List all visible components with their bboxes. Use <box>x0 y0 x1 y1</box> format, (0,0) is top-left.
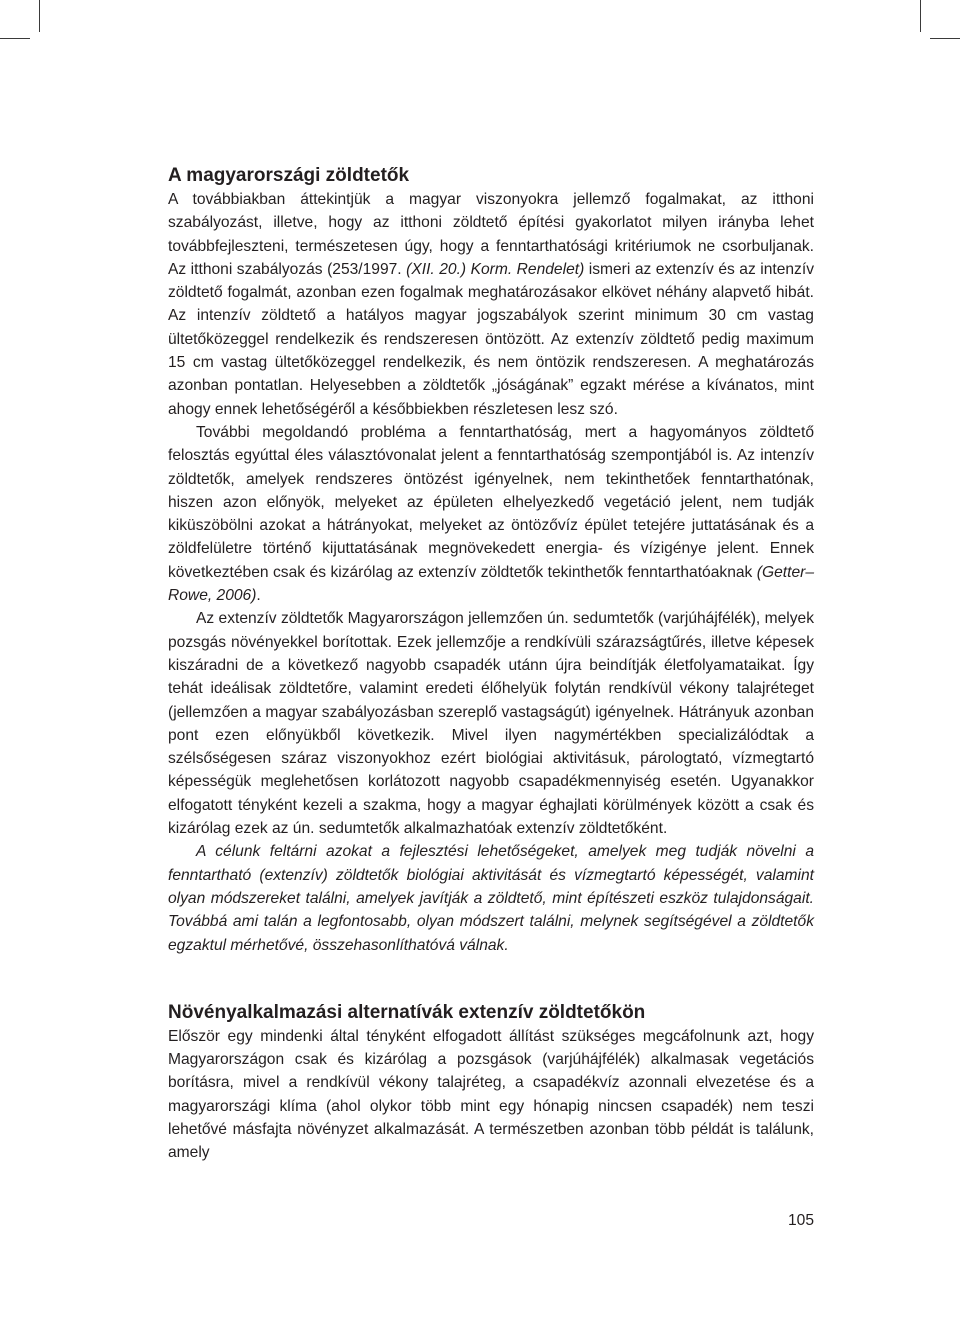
page-number: 105 <box>787 1212 814 1229</box>
text-run: ismeri az extenzív és az intenzív zöldtető fogalmát, azonban ezen fogalmak meghatározásakor elkövet néhány alapvető hibát. Az intenzív zöldtető a hatályos magyar jogszabályok szerint minimum 30 cm vastag ültetőközeggel rendelkezik és rendszeresen öntözött. Az extenzív zöldtető pedig maximum 15 cm vastag ültetőközeggel rendelkezik, és nem öntözik rendszeresen. A meghatározás azonban pontatlan. Helyesebben a zöldtetők „jóságának” egzakt mérése a kívánatos, mint ahogy ennek lehetőségéről a későbbiekben részletesen lesz szó. <box>168 260 814 418</box>
paragraph-sedum-roofs: Az extenzív zöldtetők Magyarországon jellemzően ún. sedumtetők (varjúhájfélék), melyek pozsgás növényekkel borítottak. Ezek jellemzője a rendkívüli szárazságtűrés, illetve képesek kiszáradni de a következő nagyobb csapadék utánn újra beindítják életfolyamataikat. Így tehát ideálisak zöldtetőre, valamint eredeti élőhelyük folytán rendkívül vékony talajréteget (jellemzően a magyar szabályozásban szereplő vastagságút) igényelnek. Hátrányuk azonban pont ezen előnyükből következik. Mivel ilyen nagymértékben specializálódtak a szélsőségesen száraz viszonyokhoz ezért biológiai aktivitásuk, párologtató, vízmegtartó képességük meglehetősen korlátozott nagyobb csapadékmennyiség esetén. Ugyanakkor elfogatott tényként kezeli a szakma, hogy a magyar éghajlati körülmények között a csak és kizárólag ezek az ún. sedumtetők alkalmazhatóak extenzív zöldtetőként. <box>168 610 814 838</box>
text-run-italic: (XII. 20.) Korm. Rendelet) <box>406 260 585 278</box>
text-run: További megoldandó probléma a fenntarthatóság, mert a hagyományos zöldtető felosztás egyúttal éles választóvonalat jelent a fenntarthatóság szempontjából is. Az intenzív zöldtetők, amelyek rendszeres öntözést igényelnek, nem tekinthetőek fenntarthatónak, hiszen azon előnyök, melyeket az épületen elhelyezkedő vegetáció jelent, nem tudják kiküszöbölni azokat a hátrányokat, melyeket az öntözővíz épület tetejére juttatásának és a zöldfelületre történő kijuttatásának megnövekedett energia- és vízigénye jelent. Ennek következtében csak és kizárólag az extenzív zöldtetők tekinthetők fenntarthatóaknak <box>168 423 814 581</box>
text-run: . <box>256 587 261 605</box>
crop-mark-right <box>930 38 960 39</box>
text-run: A továbbiakban áttekintjük a magyar viszonyokra jellemző fogalmakat, az itthoni szabályozást, illetve, hogy az itthoni zöldtető építési gyakorlatot milyen irányba lehet továbbfejleszteni, természetesen úgy, hogy a fenntarthatósági kritériumok ne csorbuljanak. Az itthoni szabályozás (253/1997. <box>168 191 814 278</box>
page-content <box>168 164 814 1165</box>
section-heading-hungarian-green-roofs: A magyarországi zöldtetők <box>168 165 410 186</box>
crop-mark-top-right <box>920 0 921 32</box>
text-run-italic: (Getter–Rowe, 2006) <box>168 563 814 605</box>
paragraph-sustainability <box>168 421 814 607</box>
paragraph-goal: A célunk feltárni azokat a fejlesztési lehetőségeket, amelyek meg tudják növelni a fenntartható (extenzív) zöldtetők biológiai aktivitását és vízmegtartó képességét, valamint olyan módszereket találni, amelyek javítják a zöldtető, mint építészeti eszköz tulajdonságait. Továbbá ami talán a legfontosabb, olyan módszert találni, melynek segítségével a zöldtetők egzaktul mérhetővé, összehasonlíthatóvá válnak. <box>168 843 814 954</box>
crop-mark-top-left <box>39 0 40 32</box>
section-heading-plant-alternatives: Növényalkalmazási alternatívák extenzív zöldtetőkön <box>168 1001 646 1023</box>
crop-mark-left <box>0 38 30 39</box>
paragraph-plant-alternatives: Először egy mindenki által tényként elfogadott állítást szükséges megcáfolnunk azt, hogy Magyarországon csak és kizárólag a pozsgások (varjúhájfélék) alkalmasak vegetációs borításra, mivel a rendkívül vékony talajréteg, a csapadékvíz azonnali elvezetése és a magyarországi klíma (ahol olykor több mint egy hónapig nincsen csapadék) nem teszi lehetővé másfajta növényzet alkalmazását. A természetben azonban több példát is találunk, amely <box>168 1027 814 1162</box>
paragraph-intro <box>168 188 814 421</box>
